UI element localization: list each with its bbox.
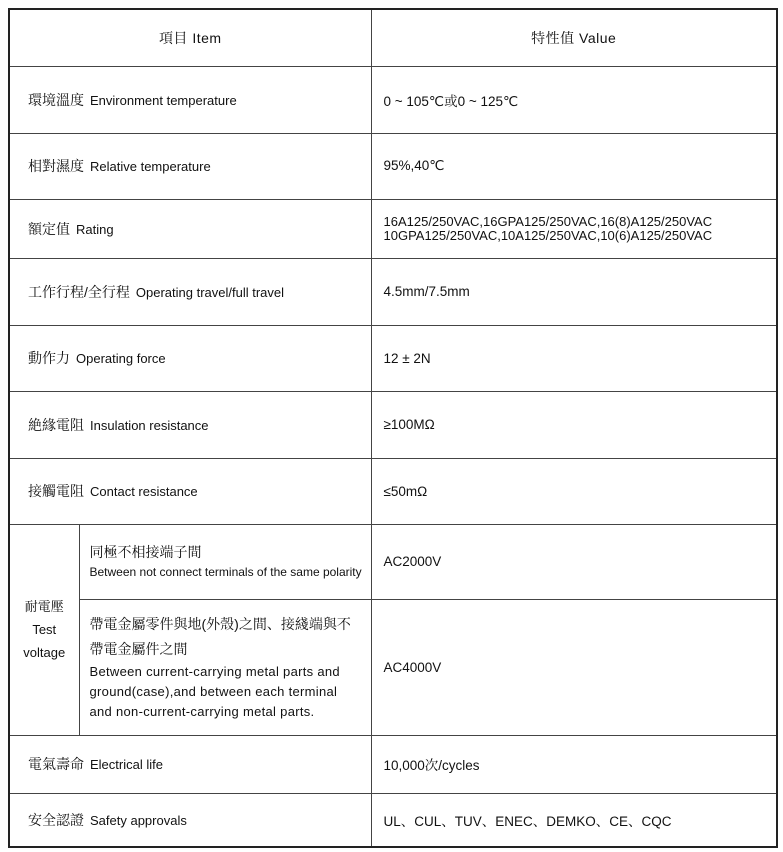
header-item: 項目 Item xyxy=(9,9,371,66)
row-label-zh: 接觸電阻 xyxy=(28,483,84,499)
row-label-en: Insulation resistance xyxy=(90,417,209,433)
row-label xyxy=(9,458,371,524)
row-label-en: Electrical life xyxy=(90,757,163,772)
test-voltage-zh: 耐電壓 xyxy=(24,599,64,614)
row-label xyxy=(9,258,371,325)
row-label xyxy=(9,66,371,133)
row-label-en: Rating xyxy=(76,221,114,237)
header-value: 特性值 Value xyxy=(371,9,777,66)
table-row xyxy=(9,735,777,793)
sub-label-zh: 帶電金屬零件與地(外殼)之間、接綫端與不帶電金屬件之間 xyxy=(89,616,351,657)
row-value: AC4000V xyxy=(371,599,777,735)
table-row xyxy=(9,793,777,847)
spec-table xyxy=(8,8,778,848)
row-value: 0 ~ 105℃或0 ~ 125℃ xyxy=(371,66,777,133)
row-label-zh: 動作力 xyxy=(28,350,70,366)
row-label xyxy=(9,793,371,847)
rating-line-2: 10GPA125/250VAC,10A125/250VAC,10(6)A125/250VAC xyxy=(383,227,713,243)
row-value: 10,000次/cycles xyxy=(371,735,777,793)
table-row xyxy=(9,258,777,325)
row-label-en: Operating travel/full travel xyxy=(135,284,285,300)
header-row xyxy=(9,9,777,66)
test-voltage-label xyxy=(9,524,79,735)
test-voltage-sub-label xyxy=(79,524,371,599)
table-row xyxy=(9,325,777,391)
row-value: ≥100MΩ xyxy=(371,391,777,458)
row-value: AC2000V xyxy=(371,524,777,599)
test-voltage-en-1: Test xyxy=(32,622,57,637)
sub-label-en: Between current-carrying metal parts and ground(case),and between each terminal and non-current-carrying metal parts. xyxy=(89,664,340,719)
table-row xyxy=(9,199,777,258)
row-value: 12 ± 2N xyxy=(371,325,777,391)
sub-label-zh: 同極不相接端子間 xyxy=(89,544,202,560)
row-value: 4.5mm/7.5mm xyxy=(371,258,777,325)
row-value: 95%,40℃ xyxy=(371,133,777,199)
row-label-zh: 安全認證 xyxy=(28,811,84,828)
row-label xyxy=(9,199,371,258)
table-row xyxy=(9,599,777,735)
table-row xyxy=(9,524,777,599)
table-row xyxy=(9,458,777,524)
row-label-en: Contact resistance xyxy=(90,484,198,499)
row-value: UL、CUL、TUV、ENEC、DEMKO、CE、CQC xyxy=(371,793,777,847)
row-label-zh: 額定值 xyxy=(28,220,70,237)
table-row xyxy=(9,133,777,199)
row-label-zh: 相對濕度 xyxy=(28,158,84,174)
test-voltage-en-2: voltage xyxy=(23,645,66,660)
row-label-zh: 電氣壽命 xyxy=(28,756,84,772)
row-value xyxy=(371,199,777,258)
row-label xyxy=(9,133,371,199)
row-label-en: Environment temperature xyxy=(90,92,237,108)
row-label xyxy=(9,325,371,391)
row-label-zh: 絶緣電阻 xyxy=(28,416,84,433)
row-label-zh: 環境溫度 xyxy=(28,91,84,108)
test-voltage-sub-label xyxy=(79,599,371,735)
row-label-en: Operating force xyxy=(76,351,166,366)
table-row xyxy=(9,391,777,458)
table-row xyxy=(9,66,777,133)
row-label-en: Relative temperature xyxy=(90,159,211,174)
row-label-zh: 工作行程/全行程 xyxy=(28,283,130,300)
row-label xyxy=(9,391,371,458)
rating-line-1: 16A125/250VAC,16GPA125/250VAC,16(8)A125/250VAC xyxy=(383,213,713,229)
sub-label-en: Between not connect terminals of the same polarity xyxy=(89,565,362,579)
row-value: ≤50mΩ xyxy=(371,458,777,524)
row-label xyxy=(9,735,371,793)
row-label-en: Safety approvals xyxy=(90,812,187,828)
